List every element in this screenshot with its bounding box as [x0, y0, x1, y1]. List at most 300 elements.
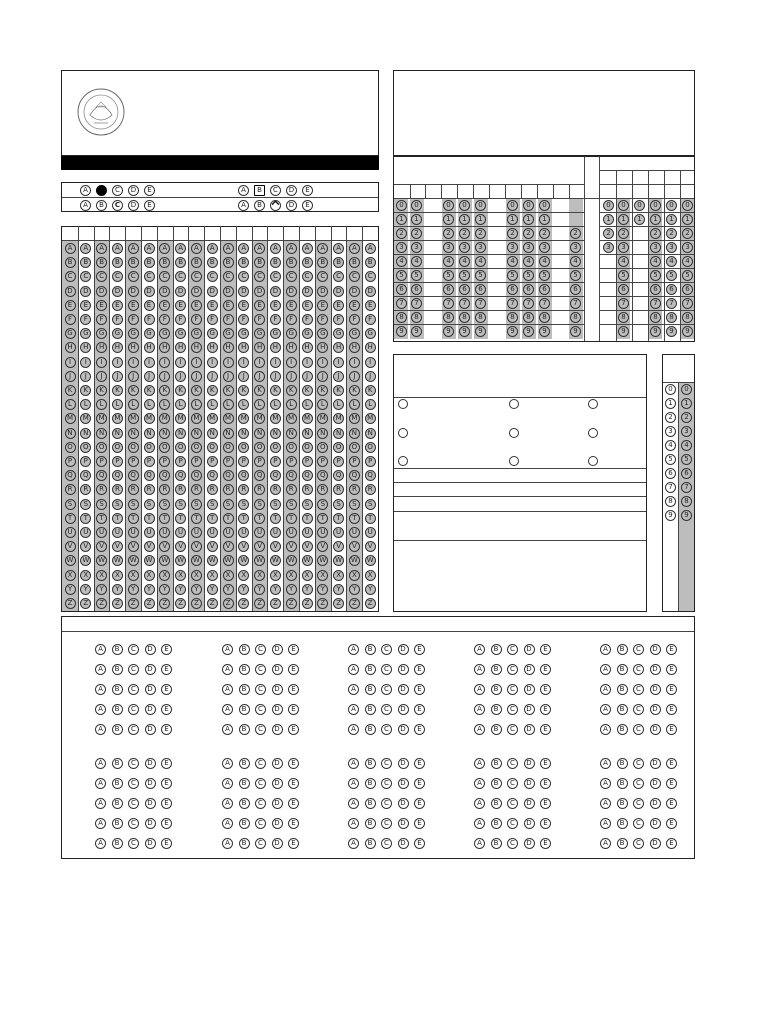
answer-option-bubble[interactable]: D	[145, 724, 156, 735]
name-letter-bubble[interactable]: Z	[144, 598, 155, 609]
name-letter-bubble[interactable]: O	[112, 442, 123, 453]
answer-option-bubble[interactable]: C	[381, 664, 392, 675]
date-digit-bubble[interactable]: 4	[618, 256, 629, 267]
date-digit-bubble[interactable]: 0	[603, 200, 614, 211]
answer-option-bubble[interactable]: C	[128, 838, 139, 849]
answer-option-bubble[interactable]: D	[398, 684, 409, 695]
name-letter-bubble[interactable]: S	[254, 499, 265, 510]
name-letter-bubble[interactable]: N	[302, 428, 313, 439]
name-letter-bubble[interactable]: S	[302, 499, 313, 510]
name-letter-bubble[interactable]: A	[365, 243, 376, 254]
name-letter-bubble[interactable]: A	[159, 243, 170, 254]
name-letter-bubble[interactable]: H	[254, 342, 265, 353]
name-letter-bubble[interactable]: D	[144, 286, 155, 297]
name-letter-bubble[interactable]: J	[365, 371, 376, 382]
answer-option-bubble[interactable]: A	[348, 798, 359, 809]
name-letter-bubble[interactable]: J	[96, 371, 107, 382]
code-digit-bubble[interactable]: 7	[665, 482, 676, 493]
answer-option-bubble[interactable]: B	[491, 758, 502, 769]
answer-option-bubble[interactable]: E	[288, 684, 299, 695]
answer-option-bubble[interactable]: A	[474, 798, 485, 809]
name-letter-bubble[interactable]: R	[254, 484, 265, 495]
name-letter-bubble[interactable]: P	[65, 456, 76, 467]
answer-option-bubble[interactable]: A	[474, 684, 485, 695]
answer-option-bubble[interactable]: E	[288, 664, 299, 675]
form-radio-option[interactable]	[588, 456, 598, 466]
name-letter-bubble[interactable]: S	[128, 499, 139, 510]
number-digit-bubble[interactable]: 2	[507, 228, 518, 239]
answer-option-bubble[interactable]: B	[491, 778, 502, 789]
answer-option-bubble[interactable]: E	[161, 758, 172, 769]
number-digit-bubble[interactable]: 9	[443, 326, 454, 337]
name-letter-bubble[interactable]: J	[333, 371, 344, 382]
name-letter-bubble[interactable]: O	[80, 442, 91, 453]
name-letter-bubble[interactable]: A	[80, 243, 91, 254]
name-letter-bubble[interactable]: B	[112, 257, 123, 268]
answer-option-bubble[interactable]: C	[255, 778, 266, 789]
form-radio-option[interactable]	[588, 428, 598, 438]
name-letter-bubble[interactable]: R	[302, 484, 313, 495]
number-digit-bubble[interactable]: 2	[570, 228, 581, 239]
answer-option-bubble[interactable]: C	[633, 644, 644, 655]
date-digit-bubble[interactable]: 5	[666, 270, 677, 281]
name-letter-bubble[interactable]: B	[191, 257, 202, 268]
name-letter-bubble[interactable]: M	[286, 413, 297, 424]
name-letter-bubble[interactable]: F	[65, 314, 76, 325]
name-letter-bubble[interactable]: K	[65, 385, 76, 396]
name-letter-bubble[interactable]: E	[270, 300, 281, 311]
name-letter-bubble[interactable]: U	[144, 527, 155, 538]
name-letter-bubble[interactable]: F	[191, 314, 202, 325]
answer-option-bubble[interactable]: B	[365, 724, 376, 735]
answer-option-bubble[interactable]: C	[381, 644, 392, 655]
answer-option-bubble[interactable]: C	[507, 684, 518, 695]
name-letter-bubble[interactable]: D	[349, 286, 360, 297]
answer-option-bubble[interactable]: E	[414, 704, 425, 715]
name-letter-bubble[interactable]: O	[175, 442, 186, 453]
form-radio-option[interactable]	[398, 399, 408, 409]
number-digit-bubble[interactable]: 0	[475, 200, 486, 211]
name-letter-bubble[interactable]: B	[65, 257, 76, 268]
name-letter-bubble[interactable]: X	[286, 570, 297, 581]
name-letter-bubble[interactable]: O	[286, 442, 297, 453]
answer-option-bubble[interactable]: B	[239, 644, 250, 655]
name-letter-bubble[interactable]: X	[159, 570, 170, 581]
name-letter-bubble[interactable]: E	[302, 300, 313, 311]
number-digit-bubble[interactable]: 3	[459, 242, 470, 253]
name-letter-bubble[interactable]: O	[365, 442, 376, 453]
answer-option-bubble[interactable]: C	[128, 704, 139, 715]
code-digit-bubble[interactable]: 3	[681, 426, 692, 437]
name-letter-bubble[interactable]: Z	[128, 598, 139, 609]
answer-option-bubble[interactable]: A	[95, 664, 106, 675]
answer-option-bubble[interactable]: B	[112, 704, 123, 715]
name-letter-bubble[interactable]: J	[223, 371, 234, 382]
name-letter-bubble[interactable]: C	[349, 271, 360, 282]
number-digit-bubble[interactable]: 2	[459, 228, 470, 239]
name-letter-bubble[interactable]: O	[254, 442, 265, 453]
name-letter-bubble[interactable]: X	[144, 570, 155, 581]
name-letter-bubble[interactable]: S	[80, 499, 91, 510]
code-digit-bubble[interactable]: 5	[665, 454, 676, 465]
answer-option-bubble[interactable]: D	[524, 758, 535, 769]
answer-option-bubble[interactable]: A	[600, 758, 611, 769]
name-letter-bubble[interactable]: T	[80, 513, 91, 524]
answer-option-bubble[interactable]: D	[524, 838, 535, 849]
answer-option-bubble[interactable]: B	[112, 838, 123, 849]
name-letter-bubble[interactable]: S	[270, 499, 281, 510]
example-wrong-bubble[interactable]: D	[286, 185, 297, 196]
number-digit-bubble[interactable]: 7	[539, 298, 550, 309]
answer-option-bubble[interactable]: D	[650, 724, 661, 735]
name-letter-bubble[interactable]: M	[317, 413, 328, 424]
name-letter-bubble[interactable]: H	[128, 342, 139, 353]
name-letter-bubble[interactable]: K	[80, 385, 91, 396]
name-letter-bubble[interactable]: P	[207, 456, 218, 467]
answer-option-bubble[interactable]: E	[288, 704, 299, 715]
answer-option-bubble[interactable]: D	[145, 704, 156, 715]
code-digit-bubble[interactable]: 9	[665, 510, 676, 521]
date-digit-bubble[interactable]: 7	[618, 298, 629, 309]
name-letter-bubble[interactable]: K	[191, 385, 202, 396]
name-letter-bubble[interactable]: T	[254, 513, 265, 524]
name-letter-bubble[interactable]: Y	[112, 584, 123, 595]
date-digit-bubble[interactable]: 0	[650, 200, 661, 211]
name-letter-bubble[interactable]: B	[365, 257, 376, 268]
name-letter-bubble[interactable]: U	[159, 527, 170, 538]
number-digit-bubble[interactable]: 1	[507, 214, 518, 225]
answer-option-bubble[interactable]: A	[600, 724, 611, 735]
answer-option-bubble[interactable]: C	[128, 758, 139, 769]
name-letter-bubble[interactable]: T	[238, 513, 249, 524]
answer-option-bubble[interactable]: E	[161, 818, 172, 829]
name-letter-bubble[interactable]: K	[175, 385, 186, 396]
name-letter-bubble[interactable]: Q	[302, 470, 313, 481]
name-letter-bubble[interactable]: R	[365, 484, 376, 495]
name-letter-bubble[interactable]: P	[238, 456, 249, 467]
code-digit-bubble[interactable]: 4	[681, 440, 692, 451]
name-letter-bubble[interactable]: U	[286, 527, 297, 538]
name-letter-bubble[interactable]: M	[223, 413, 234, 424]
answer-option-bubble[interactable]: A	[474, 778, 485, 789]
form-radio-option[interactable]	[398, 428, 408, 438]
name-letter-bubble[interactable]: V	[80, 541, 91, 552]
name-letter-bubble[interactable]: Z	[349, 598, 360, 609]
name-letter-bubble[interactable]: K	[128, 385, 139, 396]
name-letter-bubble[interactable]: F	[112, 314, 123, 325]
name-letter-bubble[interactable]: N	[65, 428, 76, 439]
answer-option-bubble[interactable]: E	[666, 704, 677, 715]
name-letter-bubble[interactable]: X	[317, 570, 328, 581]
name-letter-bubble[interactable]: J	[128, 371, 139, 382]
name-letter-bubble[interactable]: Q	[80, 470, 91, 481]
name-letter-bubble[interactable]: A	[65, 243, 76, 254]
name-letter-bubble[interactable]: T	[65, 513, 76, 524]
name-letter-bubble[interactable]: E	[144, 300, 155, 311]
name-letter-bubble[interactable]: K	[159, 385, 170, 396]
name-letter-bubble[interactable]: E	[96, 300, 107, 311]
number-digit-bubble[interactable]: 4	[523, 256, 534, 267]
name-letter-bubble[interactable]: E	[238, 300, 249, 311]
name-letter-bubble[interactable]: U	[223, 527, 234, 538]
name-letter-bubble[interactable]: M	[207, 413, 218, 424]
number-digit-bubble[interactable]: 3	[475, 242, 486, 253]
name-letter-bubble[interactable]: C	[191, 271, 202, 282]
name-letter-bubble[interactable]: T	[128, 513, 139, 524]
number-digit-bubble[interactable]: 6	[523, 284, 534, 295]
name-letter-bubble[interactable]: R	[159, 484, 170, 495]
number-digit-bubble[interactable]: 0	[539, 200, 550, 211]
name-letter-bubble[interactable]: I	[238, 357, 249, 368]
answer-option-bubble[interactable]: D	[524, 664, 535, 675]
name-letter-bubble[interactable]: J	[175, 371, 186, 382]
name-letter-bubble[interactable]: D	[112, 286, 123, 297]
name-letter-bubble[interactable]: H	[286, 342, 297, 353]
answer-option-bubble[interactable]: B	[112, 664, 123, 675]
number-digit-bubble[interactable]: 5	[539, 270, 550, 281]
name-letter-bubble[interactable]: U	[349, 527, 360, 538]
answer-option-bubble[interactable]: D	[398, 704, 409, 715]
answer-option-bubble[interactable]: C	[381, 724, 392, 735]
name-letter-bubble[interactable]: S	[207, 499, 218, 510]
code-digit-bubble[interactable]: 2	[665, 412, 676, 423]
name-letter-bubble[interactable]: H	[175, 342, 186, 353]
name-letter-bubble[interactable]: D	[333, 286, 344, 297]
answer-option-bubble[interactable]: C	[507, 778, 518, 789]
name-letter-bubble[interactable]: Q	[254, 470, 265, 481]
answer-option-bubble[interactable]: D	[524, 704, 535, 715]
name-letter-bubble[interactable]: G	[238, 328, 249, 339]
code-digit-bubble[interactable]: 0	[681, 384, 692, 395]
answer-option-bubble[interactable]: A	[222, 778, 233, 789]
number-digit-bubble[interactable]: 2	[523, 228, 534, 239]
name-letter-bubble[interactable]: K	[144, 385, 155, 396]
answer-option-bubble[interactable]: A	[95, 724, 106, 735]
name-letter-bubble[interactable]: D	[302, 286, 313, 297]
answer-option-bubble[interactable]: A	[95, 818, 106, 829]
name-letter-bubble[interactable]: R	[80, 484, 91, 495]
name-letter-bubble[interactable]: A	[333, 243, 344, 254]
number-digit-bubble[interactable]: 5	[507, 270, 518, 281]
name-letter-bubble[interactable]: F	[302, 314, 313, 325]
name-letter-bubble[interactable]: G	[254, 328, 265, 339]
name-letter-bubble[interactable]: C	[238, 271, 249, 282]
name-letter-bubble[interactable]: X	[128, 570, 139, 581]
name-letter-bubble[interactable]: I	[191, 357, 202, 368]
name-letter-bubble[interactable]: A	[96, 243, 107, 254]
name-letter-bubble[interactable]: O	[349, 442, 360, 453]
name-letter-bubble[interactable]: F	[349, 314, 360, 325]
name-letter-bubble[interactable]: Y	[207, 584, 218, 595]
name-letter-bubble[interactable]: V	[317, 541, 328, 552]
name-letter-bubble[interactable]: B	[80, 257, 91, 268]
name-letter-bubble[interactable]: U	[128, 527, 139, 538]
answer-option-bubble[interactable]: C	[128, 644, 139, 655]
name-letter-bubble[interactable]: M	[65, 413, 76, 424]
name-letter-bubble[interactable]: K	[302, 385, 313, 396]
number-digit-bubble[interactable]: 8	[570, 312, 581, 323]
answer-option-bubble[interactable]: B	[239, 778, 250, 789]
name-letter-bubble[interactable]: X	[207, 570, 218, 581]
name-letter-bubble[interactable]: U	[112, 527, 123, 538]
answer-option-bubble[interactable]: E	[666, 758, 677, 769]
answer-option-bubble[interactable]: E	[288, 798, 299, 809]
name-letter-bubble[interactable]: Y	[286, 584, 297, 595]
number-digit-bubble[interactable]: 5	[396, 270, 407, 281]
date-digit-bubble[interactable]: 0	[666, 200, 677, 211]
answer-option-bubble[interactable]: E	[666, 684, 677, 695]
name-letter-bubble[interactable]: C	[128, 271, 139, 282]
number-digit-bubble[interactable]: 8	[475, 312, 486, 323]
answer-option-bubble[interactable]: C	[128, 798, 139, 809]
name-letter-bubble[interactable]: V	[65, 541, 76, 552]
date-digit-bubble[interactable]: 9	[666, 326, 677, 337]
name-letter-bubble[interactable]: R	[128, 484, 139, 495]
name-letter-bubble[interactable]: I	[254, 357, 265, 368]
name-letter-bubble[interactable]: S	[144, 499, 155, 510]
name-letter-bubble[interactable]: Z	[112, 598, 123, 609]
name-letter-bubble[interactable]: N	[159, 428, 170, 439]
answer-option-bubble[interactable]: A	[95, 758, 106, 769]
name-letter-bubble[interactable]: C	[302, 271, 313, 282]
answer-option-bubble[interactable]: E	[414, 818, 425, 829]
name-letter-bubble[interactable]: I	[270, 357, 281, 368]
answer-option-bubble[interactable]: B	[365, 838, 376, 849]
name-letter-bubble[interactable]: Z	[175, 598, 186, 609]
date-digit-bubble[interactable]: 3	[650, 242, 661, 253]
answer-option-bubble[interactable]: E	[540, 644, 551, 655]
name-letter-bubble[interactable]: X	[302, 570, 313, 581]
name-letter-bubble[interactable]: D	[65, 286, 76, 297]
number-digit-bubble[interactable]: 6	[459, 284, 470, 295]
name-letter-bubble[interactable]: I	[317, 357, 328, 368]
name-letter-bubble[interactable]: E	[286, 300, 297, 311]
name-letter-bubble[interactable]: L	[80, 399, 91, 410]
number-digit-bubble[interactable]: 0	[443, 200, 454, 211]
name-letter-bubble[interactable]: U	[96, 527, 107, 538]
name-letter-bubble[interactable]: K	[238, 385, 249, 396]
date-digit-bubble[interactable]: 2	[603, 228, 614, 239]
name-letter-bubble[interactable]: J	[286, 371, 297, 382]
name-letter-bubble[interactable]: E	[317, 300, 328, 311]
name-letter-bubble[interactable]: W	[80, 555, 91, 566]
name-letter-bubble[interactable]: W	[238, 555, 249, 566]
name-letter-bubble[interactable]: H	[349, 342, 360, 353]
name-letter-bubble[interactable]: A	[270, 243, 281, 254]
name-letter-bubble[interactable]: R	[96, 484, 107, 495]
name-letter-bubble[interactable]: N	[286, 428, 297, 439]
name-letter-bubble[interactable]: Y	[175, 584, 186, 595]
name-letter-bubble[interactable]: N	[207, 428, 218, 439]
name-letter-bubble[interactable]: M	[191, 413, 202, 424]
name-letter-bubble[interactable]: B	[175, 257, 186, 268]
answer-option-bubble[interactable]: A	[222, 704, 233, 715]
answer-option-bubble[interactable]: D	[272, 838, 283, 849]
date-digit-bubble[interactable]: 1	[682, 214, 693, 225]
name-letter-bubble[interactable]: M	[270, 413, 281, 424]
form-radio-option[interactable]	[588, 399, 598, 409]
number-digit-bubble[interactable]: 5	[411, 270, 422, 281]
name-letter-bubble[interactable]: Q	[317, 470, 328, 481]
answer-option-bubble[interactable]: B	[112, 818, 123, 829]
name-letter-bubble[interactable]: L	[65, 399, 76, 410]
name-letter-bubble[interactable]: Y	[254, 584, 265, 595]
answer-option-bubble[interactable]: B	[239, 704, 250, 715]
name-letter-bubble[interactable]: R	[333, 484, 344, 495]
name-letter-bubble[interactable]: I	[128, 357, 139, 368]
name-letter-bubble[interactable]: Y	[270, 584, 281, 595]
name-letter-bubble[interactable]: A	[191, 243, 202, 254]
name-letter-bubble[interactable]: E	[365, 300, 376, 311]
name-letter-bubble[interactable]: S	[365, 499, 376, 510]
code-digit-bubble[interactable]: 8	[681, 496, 692, 507]
answer-option-bubble[interactable]: C	[255, 704, 266, 715]
answer-option-bubble[interactable]: A	[348, 664, 359, 675]
name-letter-bubble[interactable]: X	[96, 570, 107, 581]
date-digit-bubble[interactable]: 8	[666, 312, 677, 323]
answer-option-bubble[interactable]: C	[255, 818, 266, 829]
answer-option-bubble[interactable]: D	[272, 724, 283, 735]
number-digit-bubble[interactable]: 8	[523, 312, 534, 323]
name-letter-bubble[interactable]: T	[286, 513, 297, 524]
name-letter-bubble[interactable]: I	[365, 357, 376, 368]
name-letter-bubble[interactable]: N	[96, 428, 107, 439]
name-letter-bubble[interactable]: C	[317, 271, 328, 282]
answer-option-bubble[interactable]: B	[365, 684, 376, 695]
name-letter-bubble[interactable]: G	[365, 328, 376, 339]
name-letter-bubble[interactable]: R	[286, 484, 297, 495]
answer-option-bubble[interactable]: C	[381, 798, 392, 809]
name-letter-bubble[interactable]: X	[80, 570, 91, 581]
number-digit-bubble[interactable]: 2	[443, 228, 454, 239]
example-wrong-bubble[interactable]: E	[144, 200, 155, 211]
name-letter-bubble[interactable]: B	[317, 257, 328, 268]
name-letter-bubble[interactable]: M	[144, 413, 155, 424]
name-letter-bubble[interactable]: P	[144, 456, 155, 467]
name-letter-bubble[interactable]: X	[254, 570, 265, 581]
answer-option-bubble[interactable]: C	[381, 684, 392, 695]
name-letter-bubble[interactable]: W	[112, 555, 123, 566]
name-letter-bubble[interactable]: P	[128, 456, 139, 467]
name-letter-bubble[interactable]: S	[65, 499, 76, 510]
name-letter-bubble[interactable]: F	[238, 314, 249, 325]
name-letter-bubble[interactable]: V	[270, 541, 281, 552]
name-letter-bubble[interactable]: M	[365, 413, 376, 424]
name-letter-bubble[interactable]: F	[207, 314, 218, 325]
answer-option-bubble[interactable]: A	[600, 644, 611, 655]
name-letter-bubble[interactable]: L	[112, 399, 123, 410]
code-digit-bubble[interactable]: 9	[681, 510, 692, 521]
name-letter-bubble[interactable]: N	[80, 428, 91, 439]
name-letter-bubble[interactable]: M	[333, 413, 344, 424]
name-letter-bubble[interactable]: M	[175, 413, 186, 424]
answer-option-bubble[interactable]: E	[414, 724, 425, 735]
answer-option-bubble[interactable]: C	[128, 818, 139, 829]
name-letter-bubble[interactable]: H	[365, 342, 376, 353]
name-letter-bubble[interactable]: V	[207, 541, 218, 552]
number-digit-bubble[interactable]: 6	[475, 284, 486, 295]
name-letter-bubble[interactable]: E	[128, 300, 139, 311]
name-letter-bubble[interactable]: M	[238, 413, 249, 424]
answer-option-bubble[interactable]: E	[666, 818, 677, 829]
name-letter-bubble[interactable]: U	[317, 527, 328, 538]
name-letter-bubble[interactable]: E	[191, 300, 202, 311]
number-digit-bubble[interactable]: 0	[411, 200, 422, 211]
name-letter-bubble[interactable]: E	[254, 300, 265, 311]
name-letter-bubble[interactable]: D	[317, 286, 328, 297]
name-letter-bubble[interactable]: O	[333, 442, 344, 453]
name-letter-bubble[interactable]: H	[112, 342, 123, 353]
